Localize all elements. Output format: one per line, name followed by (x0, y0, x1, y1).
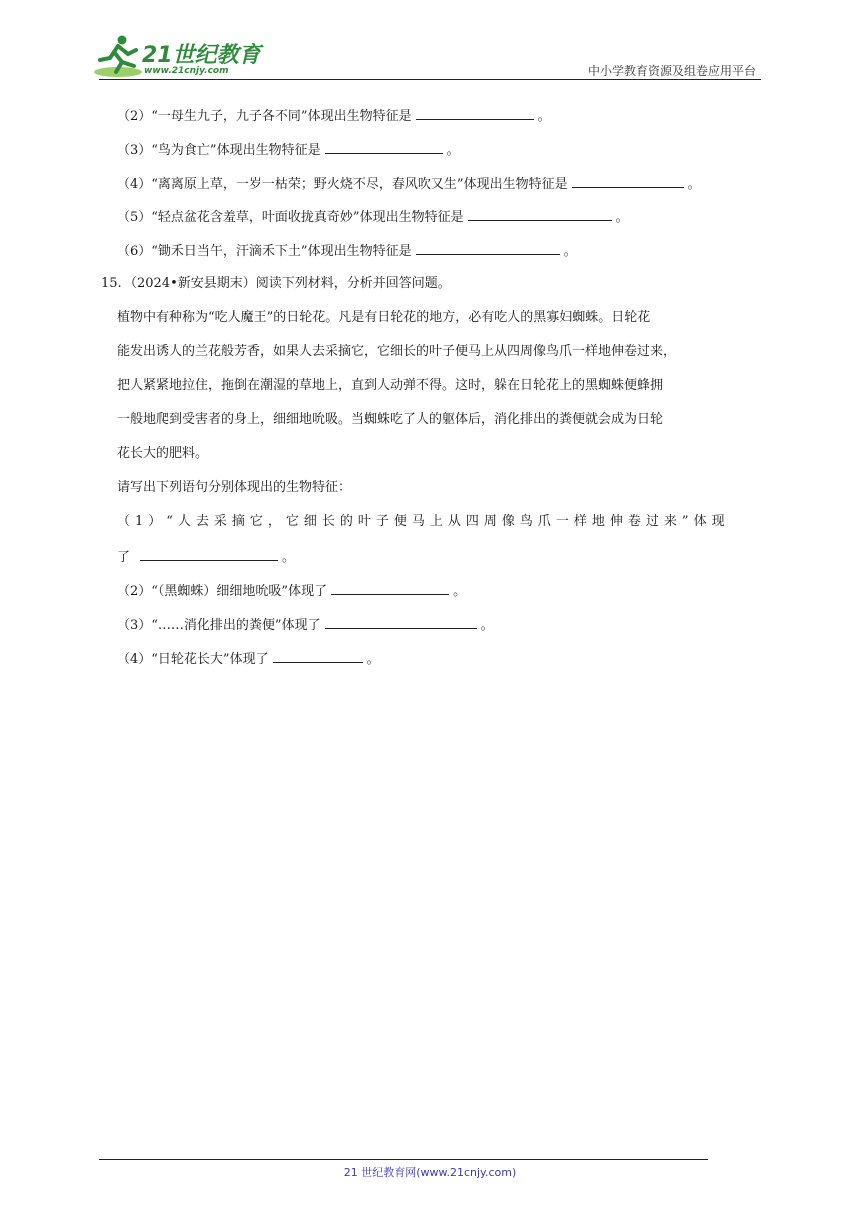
site-logo (92, 34, 262, 80)
q14-item-6-end: 。 (563, 244, 577, 259)
q15-instruction: 请写出下列语句分别体现出的生物特征： (117, 480, 352, 495)
q15-number: 15. (101, 276, 122, 291)
q15-sub-4-text: （4）“日轮花长大”体现了 (117, 652, 269, 667)
q14-item-4 (117, 173, 701, 195)
q15-passage-line-5: 花长大的肥料。 (117, 446, 209, 461)
answer-blank[interactable] (273, 648, 363, 663)
q14-item-3 (117, 139, 460, 161)
q15-passage-line-1: 植物中有种称为“吃人魔王”的日轮花。凡是有日轮花的地方，必有吃人的黑寡妇蜘蛛。日轮花 (117, 310, 651, 325)
q14-item-4-text: （4）“离离原上草，一岁一枯荣；野火烧不尽，春风吹又生”体现出生物特征是 (117, 177, 568, 192)
q14-item-2 (117, 105, 551, 127)
footer-text[interactable]: 21 世纪教育网(www.21cnjy.com) (343, 1166, 517, 1179)
q15-sub-1-line-2 (117, 546, 295, 568)
q15-sub-2-text: （2）“（黑蜘蛛）细细地吮吸”体现了 (117, 584, 328, 599)
answer-blank[interactable] (331, 580, 449, 595)
q14-item-2-end: 。 (537, 109, 551, 124)
q14-item-6-text: （6）“锄禾日当午，汗滴禾下土”体现出生物特征是 (117, 244, 412, 259)
q14-item-4-end: 。 (687, 177, 701, 192)
logo-title: 21世纪教育 (142, 43, 261, 68)
runner-logo-icon (92, 34, 144, 80)
q15-sub-2-end: 。 (453, 584, 467, 599)
logo-url: www.21cnjy.com (144, 66, 229, 76)
footer-divider (99, 1159, 708, 1160)
q14-item-5-text: （5）“轻点盆花含羞草，叶面收拢真奇妙”体现出生物特征是 (117, 210, 464, 225)
q15-sub-1-line-1: （1）“人去采摘它，它细长的叶子便马上从四周像鸟爪一样地伸卷过来”体现 (117, 514, 730, 529)
header-divider (99, 79, 761, 80)
answer-blank[interactable] (416, 105, 534, 120)
q15-sub-2 (117, 580, 466, 602)
answer-blank[interactable] (325, 614, 477, 629)
answer-blank[interactable] (572, 173, 684, 188)
q15-sub-3-text: （3）“……消化排出的粪便”体现了 (117, 618, 321, 633)
q15-sub-4-end: 。 (366, 652, 380, 667)
q15-passage-line-3: 把人紧紧地拉住，拖倒在潮湿的草地上，直到人动弹不得。这时，躲在日轮花上的黑蜘蛛便蜂拥 (117, 378, 664, 393)
q14-item-6 (117, 240, 577, 262)
q14-item-3-end: 。 (446, 143, 460, 158)
q15-sub-3 (117, 614, 494, 636)
q14-item-5-end: 。 (615, 210, 629, 225)
q14-item-2-text: （2）“一母生九子，九子各不同”体现出生物特征是 (117, 109, 412, 124)
q15-source: （2024•新安县期末）阅读下列材料，分析并回答问题。 (124, 276, 451, 291)
answer-blank[interactable] (416, 240, 560, 255)
q15-passage-line-4: 一般地爬到受害者的身上，细细地吮吸。当蜘蛛吃了人的躯体后，消化排出的粪便就会成为日轮 (117, 412, 664, 427)
platform-name: 中小学教育资源及组卷应用平台 (587, 64, 756, 78)
answer-blank[interactable] (140, 546, 278, 561)
answer-blank[interactable] (468, 206, 612, 221)
q15-passage-line-2: 能发出诱人的兰花般芳香，如果人去采摘它，它细长的叶子便马上从四周像鸟爪一样地伸卷过来， (117, 344, 677, 359)
q15-sub-1-lead: 了 (117, 550, 131, 565)
q15-sub-1-end: 。 (282, 550, 296, 565)
q14-item-3-text: （3）“鸟为食亡”体现出生物特征是 (117, 143, 321, 158)
page-header (0, 0, 860, 84)
answer-blank[interactable] (325, 139, 443, 154)
q14-item-5 (117, 206, 629, 228)
q15-sub-3-end: 。 (480, 618, 494, 633)
q15-sub-4 (117, 648, 380, 670)
